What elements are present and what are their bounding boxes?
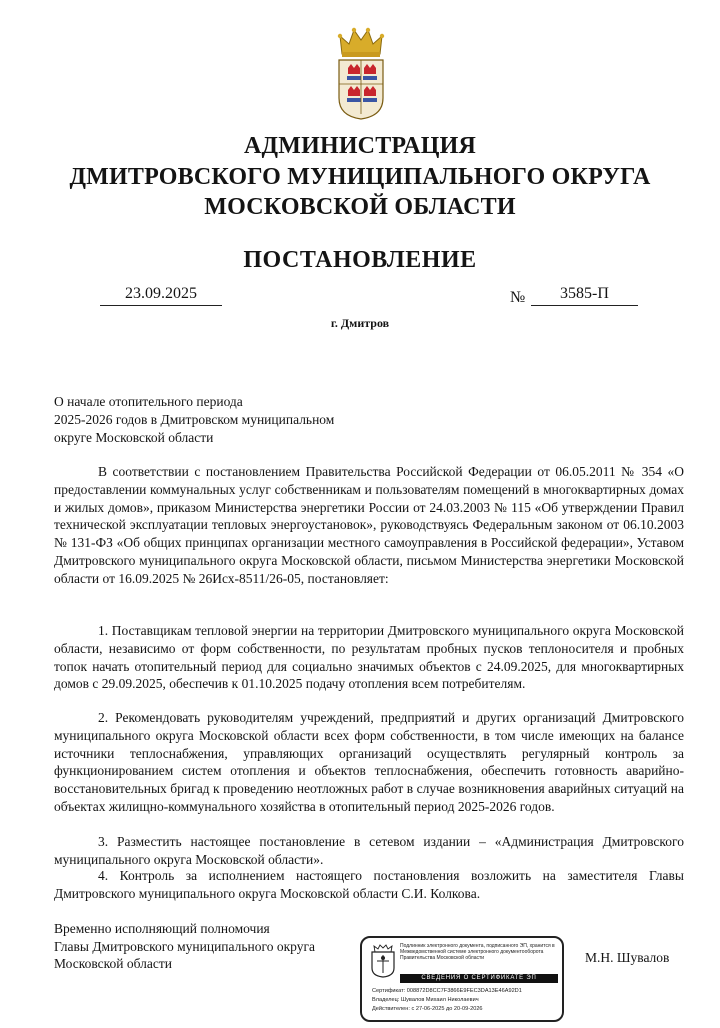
signer-position — [54, 920, 364, 973]
document-date: 23.09.2025 — [100, 285, 222, 306]
org-title-line-2: ДМИТРОВСКОГО МУНИЦИПАЛЬНОГО ОКРУГА — [69, 164, 651, 190]
stamp-title: СВЕДЕНИЯ О СЕРТИФИКАТЕ ЭП — [400, 974, 558, 983]
org-title-line-1: АДМИНИСТРАЦИЯ — [243, 133, 477, 159]
subject-line: округе Московской области — [54, 430, 214, 445]
signer-position-line: Московской области — [54, 956, 173, 971]
stamp-certificate: Сертификат: 008872D8CC7F3866E9FEC3DA13E46A92D1 — [372, 988, 522, 994]
document-type-title: ПОСТАНОВЛЕНИЕ — [243, 247, 477, 273]
stamp-details — [372, 987, 562, 1014]
signer-position-line: Временно исполняющий полномочия — [54, 921, 270, 936]
stamp-note: Подлинник электронного документа, подписанного ЭП, хранится в Межведомственной системе электронного документооборота Правительства Московской области — [400, 943, 555, 961]
signer-name: М.Н. Шувалов — [585, 950, 670, 965]
dmitrov-coat-of-arms-icon — [336, 24, 386, 120]
stamp-validity: Действителен: с 27-06-2025 до 20-09-2026 — [372, 1006, 483, 1012]
moscow-oblast-emblem-icon — [370, 944, 396, 978]
document-number: 3585-П — [531, 285, 638, 306]
document-subject — [54, 393, 414, 447]
org-title-line-3: МОСКОВСКОЙ ОБЛАСТИ — [204, 194, 516, 220]
subject-line: 2025-2026 годов в Дмитровском муниципальном — [54, 412, 335, 427]
number-sign: № — [510, 289, 526, 306]
resolution-item-4: 4. Контроль за исполнением настоящего постановления возложить на заместителя Главы Дмитровского муниципального округа Московской области С.И. Колкова. — [54, 868, 684, 901]
resolution-item-3: 3. Разместить настоящее постановление в сетевом издании – «Администрация Дмитровского муниципального округа Московской области». — [54, 834, 684, 867]
resolution-item-1: 1. Поставщикам тепловой энергии на территории Дмитровского муниципального округа Московской области, независимо от форм собственности, по результатам пробных пусков теплоносителя и пробных топок начать отопительный период для социально значимых объектов с 24.09.2025, для многоквартирных домов с 29.09.2025, обеспечив к 01.10.2025 подачу отопления всем потребителям. — [54, 623, 684, 692]
preamble-paragraph: В соответствии с постановлением Правительства Российской Федерации от 06.05.2011 № 354 «О предоставлении коммунальных услуг собственникам и пользователям помещений в многоквартирных домах и жилых домов», приказом Министерства энергетики России от 24.03.2003 № 115 «Об утверждении Правил технической эксплуатации тепловых энергоустановок», руководствуясь Федеральным законом от 06.10.2003 № 131-ФЗ «Об общих принципах организации местного самоуправления в Российской федерации», Уставом Дмитровского муниципального округа Московской области, письмом Министерства энергетики Московской области от 16.09.2025 № 26Исх-8511/26-05, постановляет: — [54, 464, 684, 586]
subject-line: О начале отопительного периода — [54, 394, 243, 409]
signer-position-line: Главы Дмитровского муниципального округа — [54, 938, 315, 954]
stamp-owner: Владелец: Шувалов Михаил Николаевич — [372, 997, 479, 1003]
electronic-signature-stamp — [360, 936, 564, 1022]
city-name: г. Дмитров — [330, 316, 390, 330]
resolution-item-2: 2. Рекомендовать руководителям учреждений, предприятий и других организаций Дмитровского муниципального округа Московской области всех форм собственности, в том числе имеющих на балансе источники теплоснабжения, управляющих организаций осуществлять регулярный контроль за функционированием систем отопления и объектов теплоснабжения, обеспечить готовность аварийно-восстановительных бригад к проведению неотложных работ в случае возникновения аварийных ситуаций на объектах жилищно-коммунального хозяйства в отопительный период 2025-2026 годов. — [54, 710, 684, 814]
